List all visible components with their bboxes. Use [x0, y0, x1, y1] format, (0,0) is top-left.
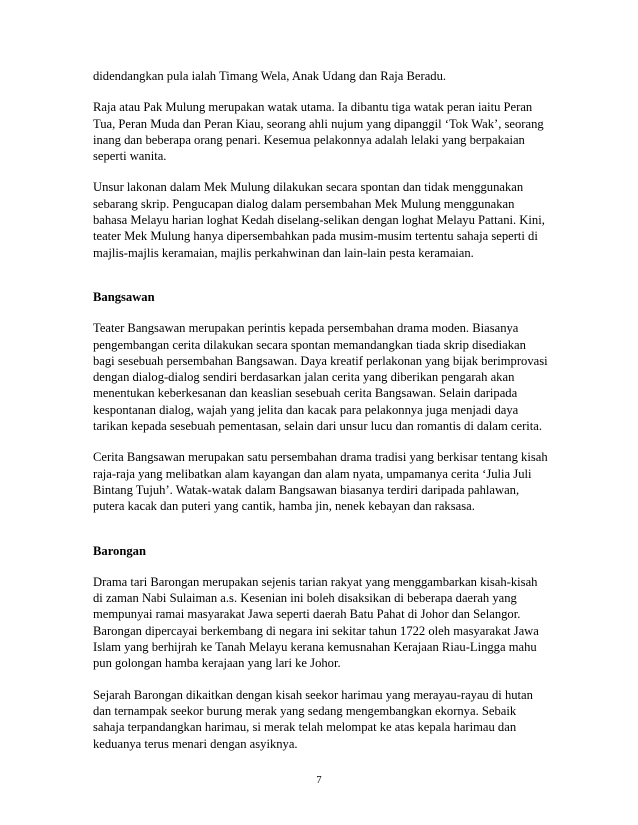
- section-heading-bangsawan: Bangsawan: [93, 289, 155, 304]
- page-number: 7: [316, 775, 322, 786]
- paragraph-intro-1: didendangkan pula ialah Timang Wela, Anak Udang dan Raja Beradu.: [93, 69, 447, 83]
- paragraph-barongan-1: Drama tari Barongan merupakan sejenis tarian rakyat yang menggambarkan kisah-kisah di zaman Nabi Sulaiman a.s. Kesenian ini boleh disaksikan di beberapa daerah yang mempunyai ramai masyarakat Jawa seperti daerah Batu Pahat di Johor dan Selangor. Barongan dipercayai berkembang di negara ini sekitar tahun 1722 oleh masyarakat Jawa Islam yang berhijrah ke Tanah Melayu kerana kemusnahan Kerajaan Riau-Lingga mahu pun golongan hamba kerajaan yang lari ke Johor.: [93, 574, 539, 671]
- section-barongan: [93, 543, 548, 752]
- paragraph-intro-2: Raja atau Pak Mulung merupakan watak utama. Ia dibantu tiga watak peran iaitu Peran Tua, Peran Muda dan Peran Kiau, seorang ahli nujum yang dipanggil ‘Tok Wak’, seorang inang dan beberapa orang penari. Kesemua pelakonnya adalah lelaki yang berpakaian seperti wanita.: [93, 100, 544, 164]
- paragraph-intro-3: Unsur lakonan dalam Mek Mulung dilakukan secara spontan dan tidak menggunakan sebarang skrip. Pengucapan dialog dalam persembahan Mek Mulung menggunakan bahasa Melayu harian loghat Kedah diselang-selikan dengan loghat Melayu Pattani. Kini, teater Mek Mulung hanya dipersembahkan pada musim-musim tertentu sahaja seperti di majlis-majlis keramaian, majlis perkahwinan dan lain-lain pesta keramaian.: [93, 180, 545, 260]
- paragraph-bangsawan-2: Cerita Bangsawan merupakan satu persembahan drama tradisi yang berkisar tentang kisah raja-raja yang melibatkan alam kayangan dan alam nyata, umpamanya cerita ‘Julia Juli Bintang Tujuh’. Watak-watak dalam Bangsawan biasanya terdiri daripada pahlawan, putera kacak dan puteri yang cantik, hamba jin, nenek kebayan dan raksasa.: [93, 450, 548, 514]
- section-heading-barongan: Barongan: [93, 543, 146, 558]
- paragraph-bangsawan-1: Teater Bangsawan merupakan perintis kepada persembahan drama moden. Biasanya pengembangan cerita dilakukan secara spontan memandangkan tiada skrip disediakan bagi sesebuah persembahan Bangsawan. Daya kreatif perlakonan yang bijak berimprovasi dengan dialog-dialog sendiri berdasarkan jalan cerita yang diberikan pengarah akan menentukan keberkesanan dan keaslian sesebuah cerita Bangsawan. Selain daripada kespontanan dialog, wajah yang jelita dan kacak para pelakonnya juga menjadi daya tarikan kepada sesebuah pementasan, selain dari unsur lucu dan romantis di dalam cerita.: [93, 321, 548, 434]
- document-body: [93, 68, 548, 767]
- paragraph-barongan-2: Sejarah Barongan dikaitkan dengan kisah seekor harimau yang merayau-rayau di hutan dan ternampak seekor burung merak yang sedang mengembangkan ekornya. Sebaik sahaja terpandangkan harimau, si merak telah melompat ke atas kepala harimau dan keduanya terus menari dengan asyiknya.: [93, 687, 533, 751]
- section-bangsawan: [93, 289, 548, 515]
